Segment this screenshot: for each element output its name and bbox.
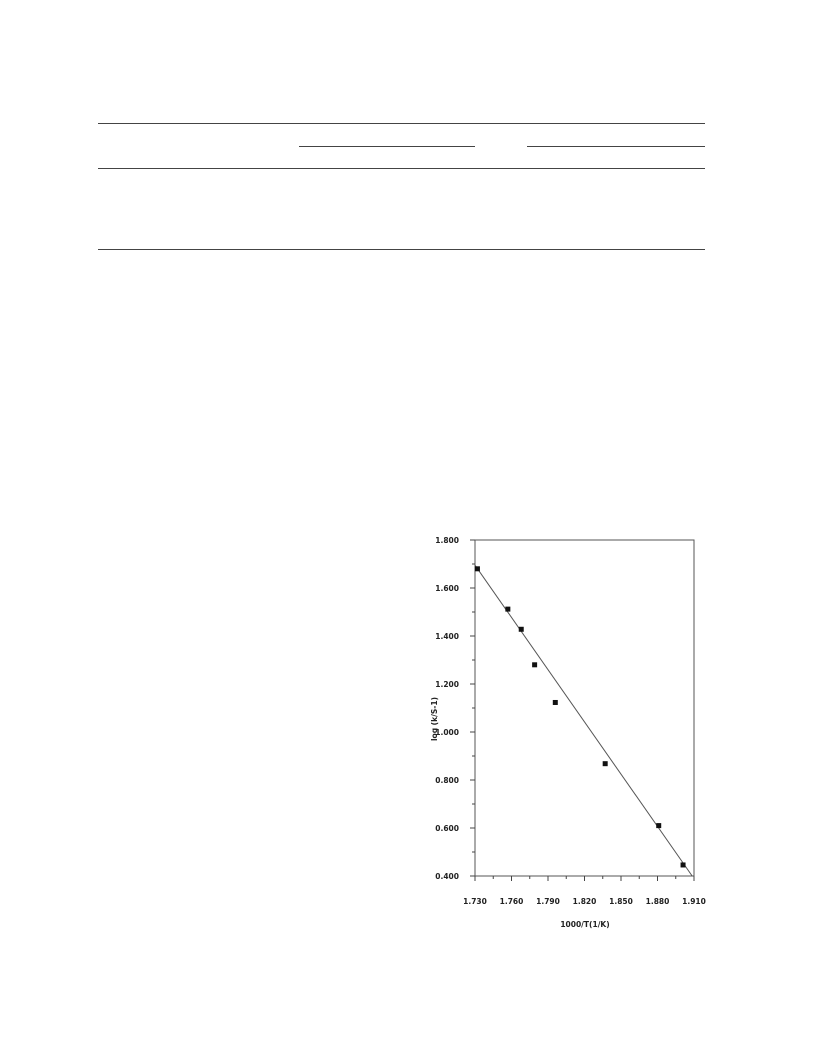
x-axis-title: 1000/T(1/K) (560, 920, 610, 929)
data-point (603, 761, 608, 766)
y-tick-label: 0.800 (435, 776, 459, 785)
y-tick-label: 1.400 (435, 632, 459, 641)
x-tick-label: 1.910 (682, 897, 706, 906)
y-tick-label: 0.400 (435, 872, 459, 881)
data-point (532, 662, 537, 667)
data-point (519, 627, 524, 632)
x-tick-label: 1.790 (536, 897, 560, 906)
y-tick-label: 1.200 (435, 680, 459, 689)
data-point (656, 823, 661, 828)
x-tick-label: 1.880 (645, 897, 670, 906)
y-tick-label: 1.000 (435, 728, 459, 737)
data-points (475, 566, 686, 867)
fit-line-group (475, 565, 692, 876)
y-axis-ticks (435, 536, 475, 881)
data-point (505, 607, 510, 612)
data-point (553, 700, 558, 705)
x-tick-label: 1.850 (609, 897, 633, 906)
x-tick-label: 1.760 (499, 897, 524, 906)
x-axis-ticks (463, 876, 706, 906)
y-tick-label: 1.800 (435, 536, 459, 545)
x-tick-label: 1.730 (463, 897, 487, 906)
y-tick-label: 0.600 (435, 824, 459, 833)
y-axis-title: log (k/S-1) (430, 696, 439, 742)
y-tick-label: 1.600 (435, 584, 459, 593)
data-point (681, 862, 686, 867)
x-tick-label: 1.820 (572, 897, 597, 906)
data-point (475, 566, 480, 571)
fit-line (475, 565, 692, 876)
